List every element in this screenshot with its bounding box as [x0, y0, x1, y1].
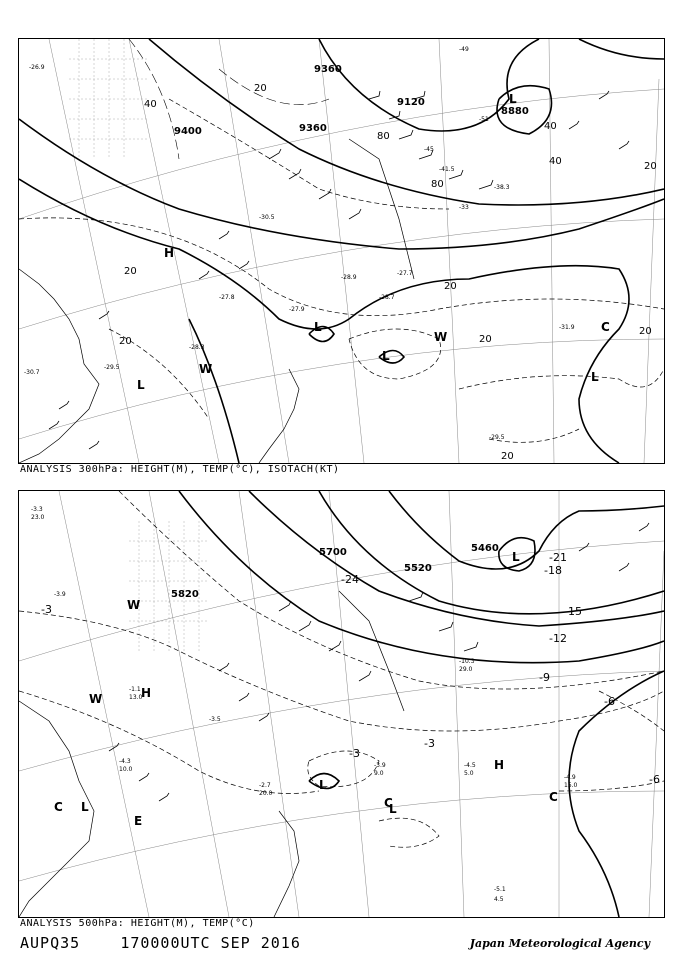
station-value: -29.5 — [104, 364, 120, 371]
cold-center: C — [549, 790, 558, 804]
weather-map-500hpa — [19, 491, 664, 917]
isotherm-label: -12 — [549, 632, 567, 645]
low-center: L — [389, 802, 397, 816]
isotherm-labels — [41, 551, 660, 786]
low-center: L — [137, 378, 145, 392]
station-value: -1.1 — [129, 686, 141, 693]
contour-label: 5820 — [171, 589, 199, 600]
pressure-centers — [137, 92, 610, 392]
contour-label: 9400 — [174, 126, 202, 137]
station-value: -27.8 — [219, 294, 235, 301]
isotach-labels — [119, 83, 657, 462]
isotherm-label: -3 — [424, 737, 435, 750]
map-panel-500hpa — [18, 490, 665, 918]
station-value: -41.5 — [439, 166, 455, 173]
isotherm-label: -6 — [649, 773, 660, 786]
station-values — [31, 506, 578, 903]
station-value: 13.0 — [129, 694, 143, 701]
panel-caption-300hpa: ANALYSIS 300hPa: HEIGHT(M), TEMP(°C), ISOTACH(KT) — [20, 464, 340, 475]
station-value: -45 — [424, 146, 434, 153]
warm-center: W — [434, 330, 448, 344]
station-value: -3.3 — [31, 506, 43, 513]
low-center: L — [81, 800, 89, 814]
dashed-temperature-grid — [129, 521, 209, 651]
low-center: L — [314, 320, 322, 334]
station-value: -51 — [479, 116, 489, 123]
isotach-label: 20 — [479, 334, 492, 345]
station-value: -3.9 — [54, 591, 66, 598]
station-value: -5.1 — [494, 886, 506, 893]
isotherm-label: -15 — [564, 605, 582, 618]
isotherms-dashed — [19, 491, 664, 847]
isotach-label: 80 — [377, 131, 390, 142]
coastline — [19, 591, 404, 917]
low-center: L — [591, 370, 599, 384]
map-panel-300hpa — [18, 38, 665, 464]
station-value: 29.0 — [459, 666, 473, 673]
isotach-label: 20 — [639, 326, 652, 337]
station-value: 15.0 — [564, 782, 578, 789]
agency-name: Japan Meteorological Agency — [469, 937, 650, 950]
station-value: -27.9 — [289, 306, 305, 313]
contour-label: 8880 — [501, 106, 529, 117]
contour-label: 9360 — [299, 123, 327, 134]
contour-label: 9360 — [314, 64, 342, 75]
low-center: L — [509, 92, 517, 106]
isotach-label: 20 — [119, 336, 132, 347]
station-value: 20.0 — [259, 790, 273, 797]
station-value: -30.7 — [24, 369, 40, 376]
isotherm-label: -24 — [341, 573, 359, 586]
station-value: -27.7 — [397, 270, 413, 277]
station-value: -29.5 — [489, 434, 505, 441]
station-value: -31.9 — [559, 324, 575, 331]
station-value: -2.7 — [259, 782, 271, 789]
isotherm-label: -21 — [549, 551, 567, 564]
station-value: -49 — [459, 46, 469, 53]
cold-center: C — [601, 320, 610, 334]
graticule — [19, 39, 664, 463]
station-value: -30.5 — [259, 214, 275, 221]
high-center: H — [141, 686, 152, 700]
warm-center: W — [199, 362, 213, 376]
isotach-label: 20 — [501, 451, 514, 462]
station-value: -33 — [459, 204, 469, 211]
height-contours-solid — [179, 491, 664, 917]
warm-center: W — [127, 598, 141, 612]
isotherm-label: -3 — [349, 747, 360, 760]
isotach-label: 20 — [444, 281, 457, 292]
station-value: -38.3 — [494, 184, 510, 191]
station-value: -28.3 — [189, 344, 205, 351]
isotach-label: 20 — [254, 83, 267, 94]
station-value: -3.5 — [209, 716, 221, 723]
low-center: L — [382, 349, 390, 363]
station-value: 23.0 — [31, 514, 45, 521]
low-center: L — [319, 778, 327, 792]
station-value: -28.9 — [341, 274, 357, 281]
chart-code: AUPQ35 — [20, 934, 81, 952]
isotherms-dashed — [19, 99, 664, 442]
cold-center: C — [54, 800, 63, 814]
station-value: -4.3 — [119, 758, 131, 765]
station-value: -10.3 — [459, 658, 475, 665]
station-value: 4.5 — [494, 896, 504, 903]
panel-caption-500hpa: ANALYSIS 500hPa: HEIGHT(M), TEMP(°C) — [20, 918, 255, 929]
station-value: -4.9 — [564, 774, 576, 781]
station-value: -3.9 — [374, 762, 386, 769]
isotherm-label: -18 — [544, 564, 562, 577]
chart-identifier — [20, 934, 301, 952]
contour-label: 5700 — [319, 547, 347, 558]
station-value: -4.5 — [464, 762, 476, 769]
contour-label: 5460 — [471, 543, 499, 554]
low-center: L — [512, 550, 520, 564]
isotach-label: 20 — [644, 161, 657, 172]
coastline — [19, 139, 414, 463]
station-value: -28.7 — [379, 294, 395, 301]
isotach-label: 20 — [124, 266, 137, 277]
contour-label: 5520 — [404, 563, 432, 574]
station-value: 5.0 — [464, 770, 474, 777]
isotach-label: 40 — [549, 156, 562, 167]
isotach-label: 40 — [544, 121, 557, 132]
isotach-label: 40 — [144, 99, 157, 110]
isotherm-label: -6 — [604, 695, 615, 708]
weather-map-300hpa — [19, 39, 664, 463]
contour-labels — [171, 543, 499, 600]
high-center: H — [494, 758, 505, 772]
valid-time: 170000UTC SEP 2016 — [120, 934, 301, 952]
e-center: E — [134, 814, 143, 828]
isotherm-label: -9 — [539, 671, 550, 684]
isotherm-label: -3 — [41, 603, 52, 616]
dashed-temperature-grid — [69, 39, 149, 159]
cold-center: C — [384, 796, 393, 810]
warm-center: W — [89, 692, 103, 706]
contour-label: 9120 — [397, 97, 425, 108]
station-value: 9.0 — [374, 770, 384, 777]
high-center: H — [164, 246, 175, 260]
station-value: -26.9 — [29, 64, 45, 71]
isotach-label: 80 — [431, 179, 444, 190]
station-value: 10.0 — [119, 766, 133, 773]
